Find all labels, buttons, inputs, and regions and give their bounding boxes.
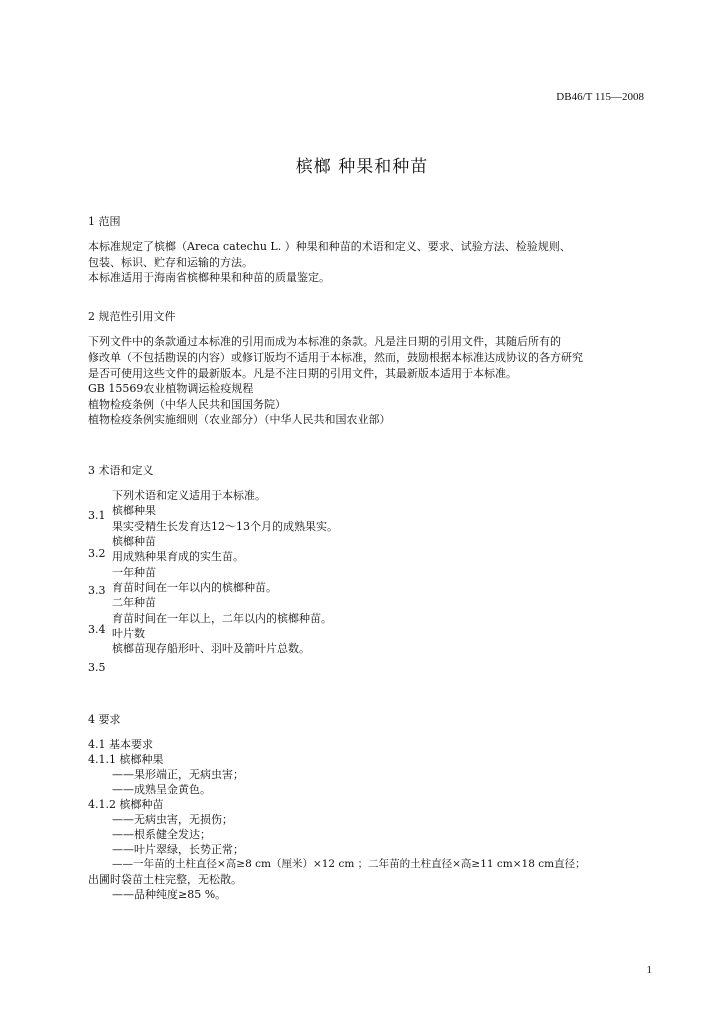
section-2-line: 下列文件中的条款通过本标准的引用而成为本标准的条款。凡是注日期的引用文件，其随后所有的 [88, 335, 561, 348]
term-name: 槟榔种果 [112, 504, 156, 517]
requirement-item: ——果形端正，无病虫害； [112, 768, 244, 781]
requirement-item: ——叶片翠绿，长势正常； [112, 843, 244, 856]
requirement-item: ——无病虫害，无损伤； [112, 813, 233, 826]
section-4-heading: 4 要求 [88, 713, 121, 726]
term-name: 一年种苗 [112, 566, 156, 579]
requirement-continuation: 出圃时袋苗土柱完整，无松散。 [88, 873, 242, 886]
term-definition: 槟榔苗现存船形叶、羽叶及箭叶片总数。 [112, 642, 310, 655]
subsection-4-1-1: 4.1.1 槟榔种果 [88, 753, 164, 766]
reference-implementation-rules: 植物检疫条例实施细则（农业部分）（中华人民共和国农业部） [88, 413, 391, 426]
section-3-heading: 3 术语和定义 [88, 464, 154, 477]
term-number: 3.5 [88, 661, 106, 674]
requirement-item: ——根系健全发达； [112, 828, 211, 841]
standard-code: DB46/T 115—2008 [556, 91, 644, 103]
term-number: 3.2 [88, 547, 106, 560]
section-1-line: 包装、标识、贮存和运输的方法。 [88, 256, 253, 269]
reference-plant-quarantine: 植物检疫条例（中华人民共和国国务院） [88, 398, 286, 411]
section-1-heading: 1 范围 [88, 215, 121, 228]
term-definition: 育苗时间在一年以上，二年以内的槟榔种苗。 [112, 612, 332, 625]
reference-gb15569: GB 15569农业植物调运检疫规程 [88, 382, 254, 395]
section-2-line: 是否可使用这些文件的最新版本。凡是不注日期的引用文件，其最新版本适用于本标准。 [88, 367, 517, 380]
requirement-item: ——成熟呈金黄色。 [112, 783, 211, 796]
term-number: 3.3 [88, 584, 106, 597]
term-number: 3.1 [88, 509, 106, 522]
subsection-4-1-2: 4.1.2 槟榔种苗 [88, 798, 164, 811]
document-title: 槟榔 种果和种苗 [295, 157, 429, 177]
terms-intro: 下列术语和定义适用于本标准。 [112, 489, 266, 502]
section-2-line: 修改单（不包括勘误的内容）或修订版均不适用于本标准，然而，鼓励根据本标准达成协议的各方研究 [88, 351, 583, 364]
term-name: 二年种苗 [112, 596, 156, 609]
section-2-heading: 2 规范性引用文件 [88, 310, 176, 323]
subsection-4-1: 4.1 基本要求 [88, 738, 153, 751]
term-definition: 用成熟种果育成的实生苗。 [112, 550, 244, 563]
section-1-line: 本标准规定了槟榔（Areca catechu L. ）种果和种苗的术语和定义、要求、试验方法、检验规则、 [88, 240, 571, 253]
page-number: 1 [646, 964, 652, 976]
section-1-line: 本标准适用于海南省槟榔种果和种苗的质量鉴定。 [88, 271, 330, 284]
term-number: 3.4 [88, 623, 106, 636]
requirement-item: ——一年苗的土柱直径×高≥8 cm（厘米）×12 cm ；二年苗的土柱直径×高≥11 cm×18 cm直径； [112, 858, 586, 870]
term-definition: 育苗时间在一年以内的槟榔种苗。 [112, 581, 277, 594]
term-definition: 果实受精生长发育达12～13个月的成熟果实。 [112, 520, 338, 533]
requirement-item: ——品种纯度≥85 %。 [112, 888, 227, 901]
term-name: 叶片数 [112, 627, 145, 640]
term-name: 槟榔种苗 [112, 535, 156, 548]
